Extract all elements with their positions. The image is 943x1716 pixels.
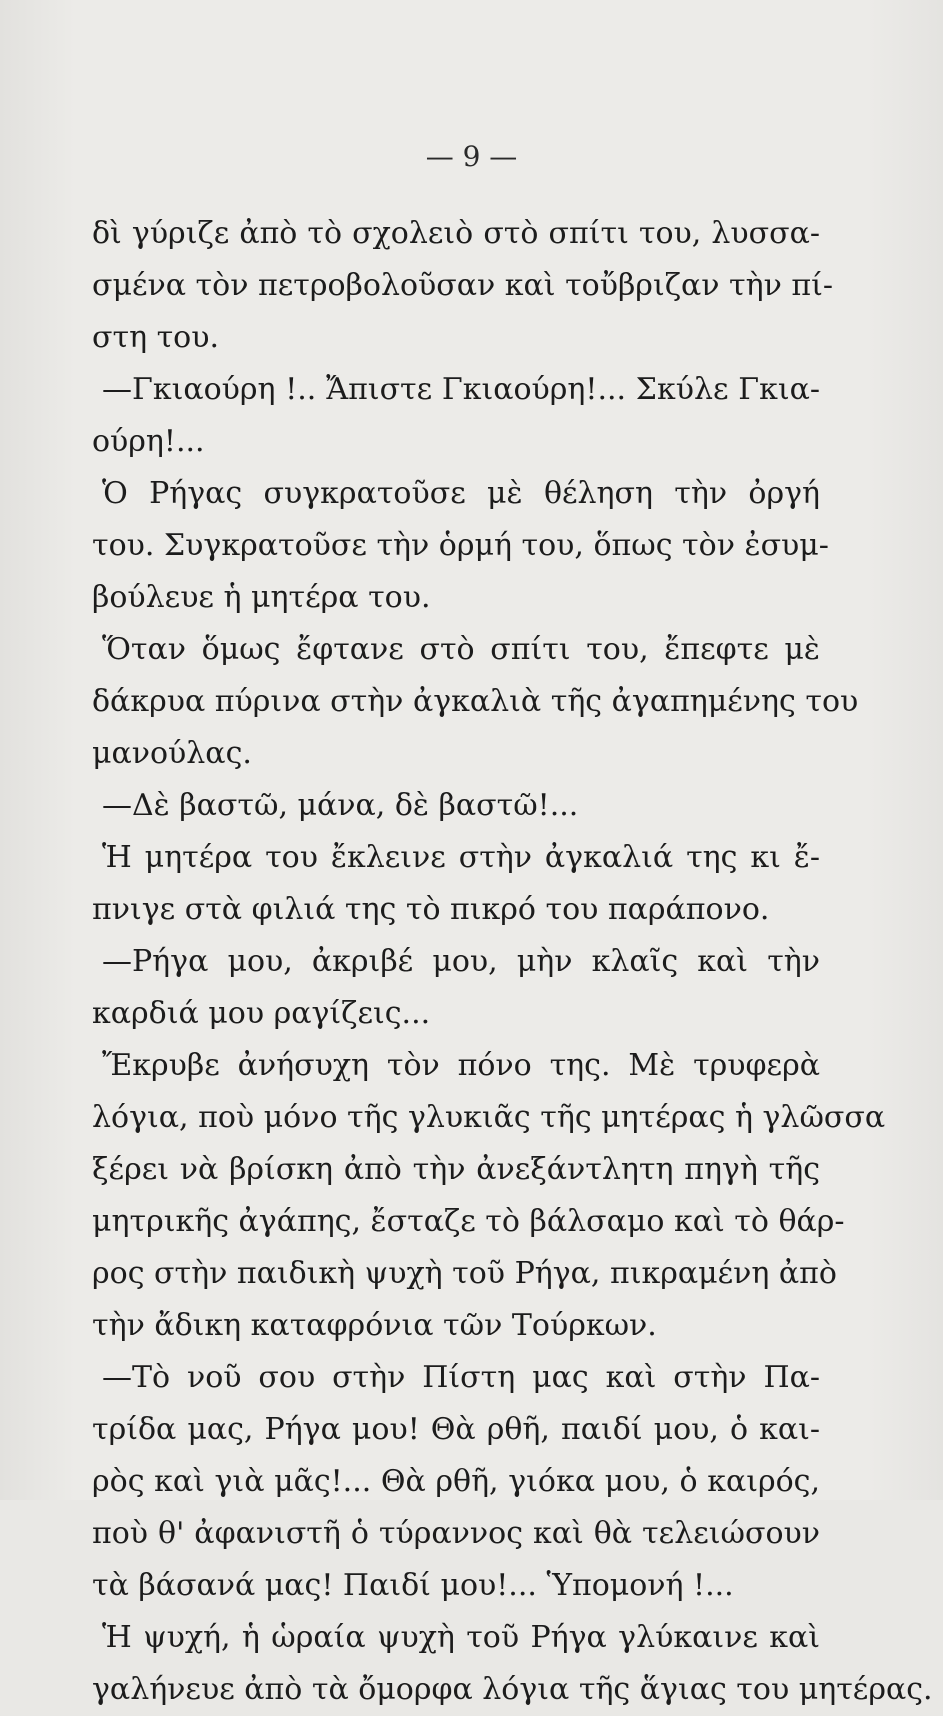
text-line: Ὅταν ὅμως ἔφτανε στὸ σπίτι του, ἔπεφτε μὲ bbox=[102, 632, 820, 667]
text-line: τρίδα μας, Ρήγα μου! Θὰ ρθῆ, παιδί μου, ὁ και- bbox=[92, 1412, 820, 1447]
text-line: του. Συγκρατοῦσε τὴν ὁρμή του, ὅπως τὸν ἐσυμ- bbox=[92, 528, 829, 563]
body-text bbox=[92, 208, 933, 1716]
text-line: —Γκιαούρη !.. Ἄπιστε Γκιαούρη!... Σκύλε Γκια- bbox=[102, 372, 820, 407]
text-line: —Τὸ νοῦ σου στὴν Πίστη μας καὶ στὴν Πα- bbox=[102, 1360, 820, 1395]
text-line: μητρικῆς ἀγάπης, ἔσταζε τὸ βάλσαμο καὶ τὸ θάρ- bbox=[92, 1204, 845, 1239]
text-line: στη του. bbox=[92, 320, 220, 355]
text-line: μανούλας. bbox=[92, 736, 252, 771]
text-line: —Δὲ βαστῶ, μάνα, δὲ βαστῶ!... bbox=[102, 788, 579, 823]
text-line: —Ρήγα μου, ἀκριβέ μου, μὴν κλαῖς καὶ τὴν bbox=[102, 944, 820, 979]
text-line: τὰ βάσανά μας! Παιδί μου!... Ὑπομονή !... bbox=[92, 1568, 734, 1603]
text-line: ποὺ θ' ἀφανιστῆ ὁ τύραννος καὶ θὰ τελειώσουν bbox=[92, 1516, 820, 1551]
text-line: δὶ γύριζε ἀπὸ τὸ σχολειὸ στὸ σπίτι του, λυσσα- bbox=[92, 216, 820, 251]
text-line: Ἡ ψυχή, ἡ ὡραία ψυχὴ τοῦ Ρήγα γλύκαινε καὶ bbox=[102, 1620, 820, 1655]
text-line: σμένα τὸν πετροβολοῦσαν καὶ τοὔβριζαν τὴν πί- bbox=[92, 268, 833, 303]
text-line: ούρη!... bbox=[92, 424, 205, 459]
text-line: ρος στὴν παιδικὴ ψυχὴ τοῦ Ρήγα, πικραμένη ἀπὸ bbox=[92, 1256, 837, 1291]
text-line: ρὸς καὶ γιὰ μᾶς!... Θὰ ρθῆ, γιόκα μου, ὁ καιρός, bbox=[92, 1464, 820, 1499]
text-line: πνιγε στὰ φιλιά της τὸ πικρό του παράπονο. bbox=[92, 892, 770, 927]
text-line: Ἔκρυβε ἀνήσυχη τὸν πόνο της. Μὲ τρυφερὰ bbox=[102, 1048, 820, 1083]
text-line: λόγια, ποὺ μόνο τῆς γλυκιᾶς τῆς μητέρας ἡ γλῶσσα bbox=[92, 1100, 886, 1135]
text-line: Ὁ Ρήγας συγκρατοῦσε μὲ θέληση τὴν ὀργή bbox=[102, 476, 820, 511]
text-line: ξέρει νὰ βρίσκη ἀπὸ τὴν ἀνεξάντλητη πηγὴ τῆς bbox=[92, 1152, 820, 1187]
text-line: δάκρυα πύρινα στὴν ἀγκαλιὰ τῆς ἀγαπημένης του bbox=[92, 684, 859, 719]
text-line: τὴν ἄδικη καταφρόνια τῶν Τούρκων. bbox=[92, 1308, 657, 1343]
text-line: Ἡ μητέρα του ἔκλεινε στὴν ἀγκαλιά της κι ἔ- bbox=[102, 840, 820, 875]
page-number: — 9 — bbox=[425, 140, 518, 173]
text-line: βούλευε ἡ μητέρα του. bbox=[92, 580, 431, 615]
text-line: καρδιά μου ραγίζεις... bbox=[92, 996, 431, 1031]
text-line: γαλήνευε ἀπὸ τὰ ὄμορφα λόγια τῆς ἅγιας του μητέρας. bbox=[92, 1672, 933, 1707]
